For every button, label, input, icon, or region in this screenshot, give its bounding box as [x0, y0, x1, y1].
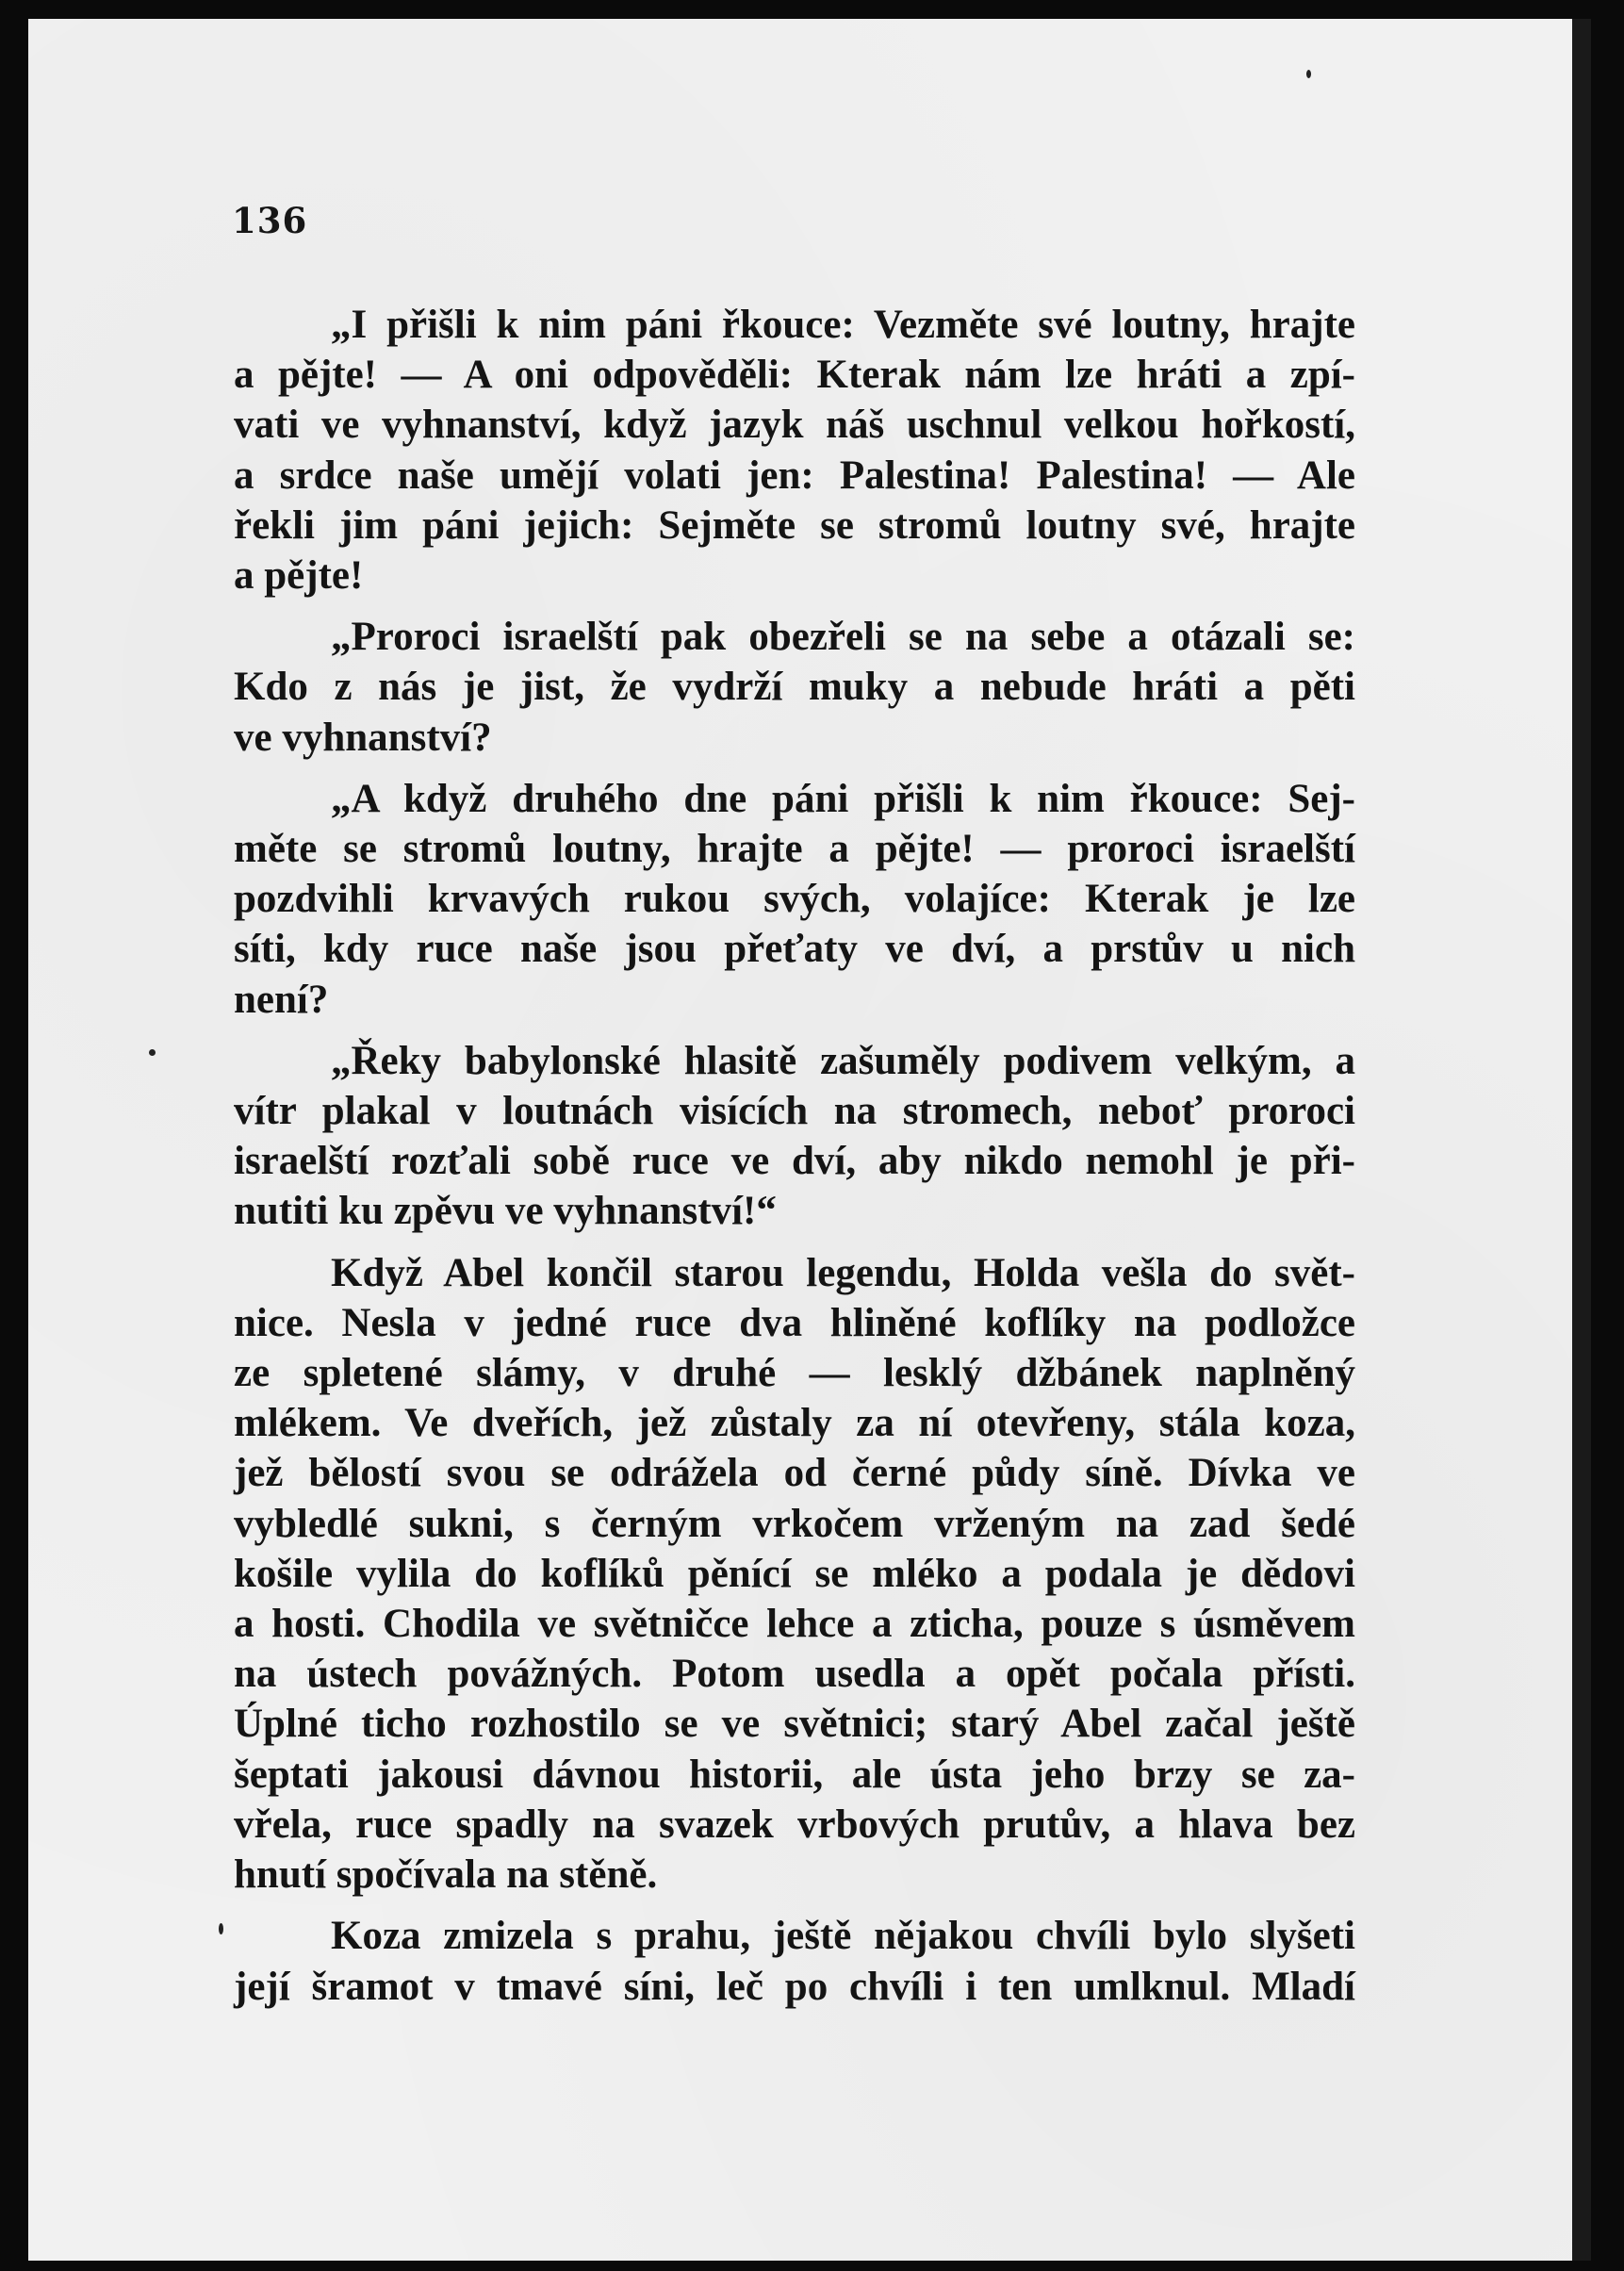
text-line: nutiti ku zpěvu ve vyhnanství!“ — [234, 1189, 777, 1234]
page-edge-shadow — [1572, 19, 1591, 2261]
page-number: 136 — [232, 200, 308, 241]
text-line: a pějte! — [234, 553, 364, 599]
paragraph — [234, 774, 1355, 1025]
body-text — [234, 300, 1355, 2023]
scan-speck — [219, 1923, 223, 1934]
text-line: košile vylila do koflíků pěnící se mléko a podala je dědovi — [234, 1551, 1355, 1596]
text-line: a hosti. Chodila ve světničce lehce a zticha, pouze s úsměvem — [234, 1602, 1355, 1647]
scan-speck — [149, 1049, 156, 1056]
text-line: ve vyhnanství? — [234, 715, 492, 760]
text-line: pozdvihli krvavých rukou svých, volajíce: Kterak je lze — [234, 877, 1355, 922]
text-line: Kdo z nás je jist, že vydrží muky a nebude hráti a pěti — [234, 665, 1355, 710]
paragraph — [234, 1036, 1355, 1237]
text-line: Když Abel končil starou legendu, Holda vešla do svět- — [331, 1250, 1355, 1295]
text-line: israelští rozťali sobě ruce ve dví, aby nikdo nemohl je při- — [234, 1139, 1355, 1184]
text-line: mlékem. Ve dveřích, jež zůstaly za ní otevřeny, stála koza, — [234, 1401, 1355, 1446]
text-line: „Proroci israelští pak obezřeli se na sebe a otázali se: — [331, 615, 1355, 660]
text-line: řekli jim páni jejich: Sejměte se stromů loutny své, hrajte — [234, 502, 1355, 548]
text-line: měte se stromů loutny, hrajte a pějte! — proroci israelští — [234, 827, 1355, 872]
text-line: síti, kdy ruce naše jsou přeťaty ve dví, a prstův u nich — [234, 927, 1355, 972]
text-line: „Řeky babylonské hlasitě zašuměly podivem velkým, a — [331, 1038, 1355, 1083]
text-line: a pějte! — A oni odpověděli: Kterak nám lze hráti a zpí- — [234, 353, 1355, 398]
text-line: Koza zmizela s prahu, ještě nějakou chvíli bylo slyšeti — [331, 1914, 1355, 1959]
text-line: „A když druhého dne páni přišli k nim řkouce: Sej- — [331, 776, 1355, 821]
text-line: „I přišli k nim páni řkouce: Vezměte své loutny, hrajte — [331, 303, 1355, 347]
paragraph — [234, 1911, 1355, 2011]
text-line: vybledlé sukni, s černým vrkočem vrženým na zad šedé — [234, 1501, 1355, 1546]
paragraph — [234, 1248, 1355, 1901]
text-line: Úplné ticho rozhostilo se ve světnici; starý Abel začal ještě — [234, 1702, 1355, 1747]
text-line: jež bělostí svou se odrážela od černé půdy síně. Dívka ve — [234, 1451, 1355, 1496]
scan-speck — [1306, 70, 1311, 78]
text-line: vati ve vyhnanství, když jazyk náš uschnul velkou hořkostí, — [234, 403, 1355, 448]
text-line: a srdce naše umějí volati jen: Palestina! Palestina! — Ale — [234, 453, 1355, 498]
text-line: její šramot v tmavé síni, leč po chvíli i ten umlknul. Mladí — [234, 1964, 1355, 2009]
text-line: vítr plakal v loutnách visících na stromech, neboť proroci — [234, 1089, 1355, 1134]
text-line: hnutí spočívala na stěně. — [234, 1852, 658, 1898]
paragraph — [234, 612, 1355, 763]
text-line: ze spletené slámy, v druhé — lesklý džbánek naplněný — [234, 1351, 1355, 1396]
text-line: není? — [234, 977, 329, 1022]
text-line: nice. Nesla v jedné ruce dva hliněné koflíky na podložce — [234, 1300, 1355, 1345]
text-line: šeptati jakousi dávnou historii, ale ústa jeho brzy se za- — [234, 1752, 1355, 1797]
paragraph — [234, 300, 1355, 601]
text-line: vřela, ruce spadly na svazek vrbových prutův, a hlava bez — [234, 1802, 1355, 1847]
text-line: na ústech povážných. Potom usedla a opět počala přísti. — [234, 1652, 1355, 1697]
